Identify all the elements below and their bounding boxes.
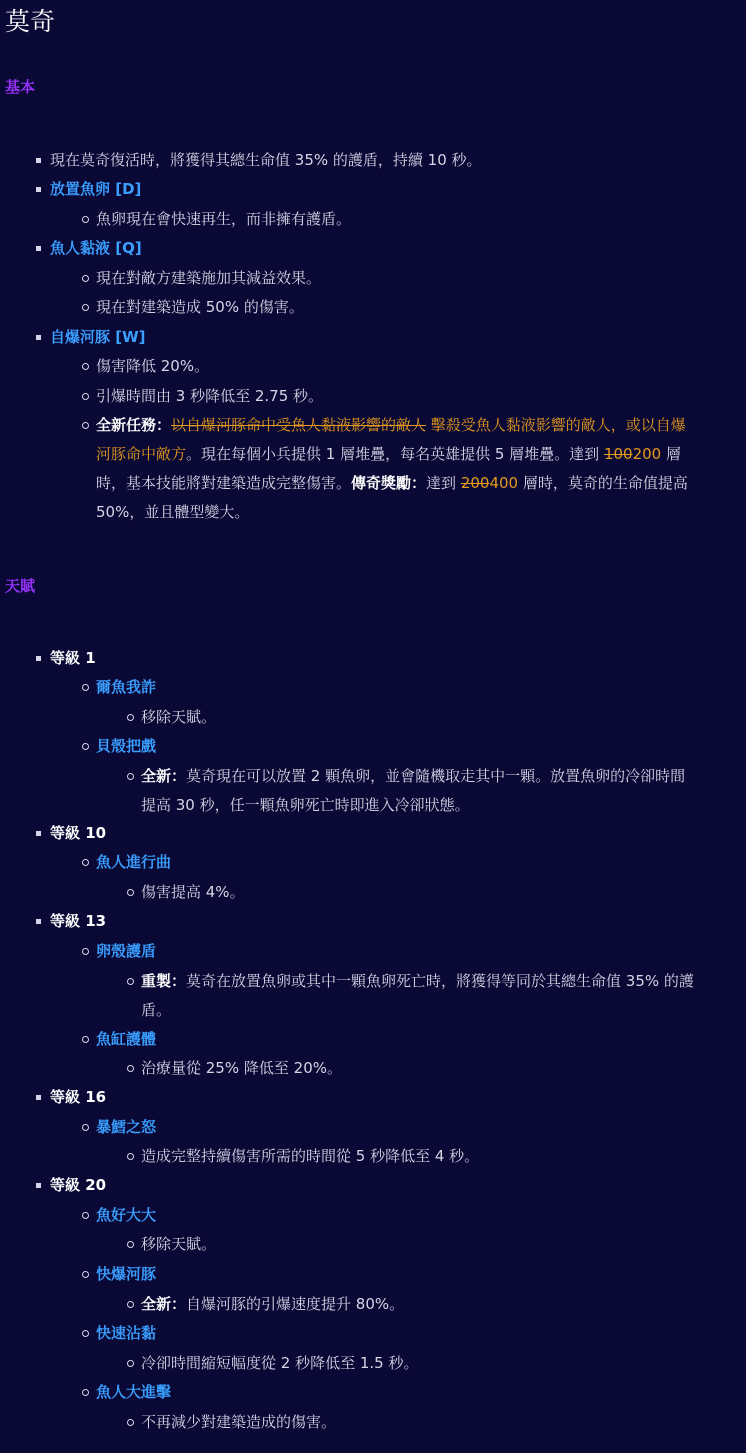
change-text: 盾。 — [141, 1001, 172, 1019]
trait-text: 現在莫奇復活時，將獲得其總生命值 35% 的護盾，持續 10 秒。 — [50, 151, 482, 169]
quest-text: 。現在每個小兵提供 1 層堆疊，每名英雄提供 5 層堆疊。達到 — [186, 445, 604, 463]
talent-name: 貝殼把戲 — [96, 737, 157, 755]
list-item — [141, 762, 685, 791]
list-item — [141, 878, 245, 907]
tier-level-1 — [50, 644, 96, 673]
quest-line-4 — [96, 498, 249, 527]
section-talents-title: 天賦 — [5, 577, 36, 595]
change-text: 現在對建築造成 50% 的傷害。 — [96, 298, 304, 316]
new-text: 擊殺受魚人黏液影響的敵人，或以自爆 — [426, 416, 686, 434]
talent-item — [96, 1378, 171, 1407]
struck-number: 100 — [603, 445, 633, 463]
quest-line-2 — [96, 440, 681, 469]
quest-text: 時，基本技能將對建築造成完整傷害。 — [96, 474, 352, 492]
tier-label: 等級 13 — [50, 912, 107, 930]
tier-level-16 — [50, 1083, 106, 1112]
change-text: 莫奇在放置魚卵或其中一顆魚卵死亡時，將獲得等同於其總生命值 35% 的護 — [186, 972, 694, 990]
talent-item — [96, 1260, 156, 1289]
list-item — [141, 967, 694, 996]
tier-level-13 — [50, 907, 106, 936]
list-item — [96, 205, 351, 234]
quest-text: 層時，莫奇的生命值提高 — [518, 474, 688, 492]
list-item — [141, 1142, 479, 1171]
list-item — [141, 703, 216, 732]
tier-label: 等級 20 — [50, 1176, 107, 1194]
list-item — [96, 382, 323, 411]
change-text: 引爆時間由 3 秒降低至 2.75 秒。 — [96, 387, 324, 405]
reward-label: 傳奇獎勵： — [351, 474, 427, 492]
quest-text: 50%，並且體型變大。 — [96, 503, 250, 521]
change-text: 治療量從 25% 降低至 20%。 — [141, 1059, 342, 1077]
talent-name: 魚好大大 — [96, 1206, 157, 1224]
change-text: 魚卵現在會快速再生，而非擁有護盾。 — [96, 210, 352, 228]
talent-name: 魚缸護體 — [96, 1030, 157, 1048]
ability-name-d: 放置魚卵 [D] — [50, 180, 142, 198]
list-item — [96, 264, 321, 293]
ability-name-q: 魚人黏液 [Q] — [50, 239, 142, 257]
quest-text: 層 — [661, 445, 682, 463]
tier-label: 等級 16 — [50, 1088, 107, 1106]
talent-name: 卵殼護盾 — [96, 942, 157, 960]
change-text: 莫奇現在可以放置 2 顆魚卵，並會隨機取走其中一顆。放置魚卵的冷卻時間 — [186, 767, 686, 785]
list-item — [50, 175, 141, 204]
page-title: 莫奇 — [5, 7, 56, 36]
change-text: 不再減少對建築造成的傷害。 — [141, 1413, 337, 1431]
tier-level-10 — [50, 819, 106, 848]
talent-name: 快爆河豚 — [96, 1265, 157, 1283]
change-text: 自爆河豚的引爆速度提升 80%。 — [186, 1295, 405, 1313]
list-item — [50, 234, 142, 263]
talent-name: 暴鱈之怒 — [96, 1118, 157, 1136]
change-text: 提高 30 秒，任一顆魚卵死亡時即進入冷卻狀態。 — [141, 796, 470, 814]
list-item-continued — [141, 996, 171, 1025]
change-label: 全新： — [141, 767, 187, 785]
list-item — [96, 352, 209, 381]
talent-name: 魚人進行曲 — [96, 853, 172, 871]
section-basic-title: 基本 — [5, 78, 36, 96]
talent-name: 快速沾黏 — [96, 1324, 157, 1342]
change-label: 重製： — [141, 972, 187, 990]
list-item-continued — [141, 791, 470, 820]
new-number: 200 — [632, 445, 662, 463]
change-label: 全新： — [141, 1295, 187, 1313]
change-text: 移除天賦。 — [141, 708, 217, 726]
talent-item — [96, 1201, 156, 1230]
list-item — [141, 1230, 216, 1259]
talent-item — [96, 1319, 156, 1348]
list-item-quest — [96, 411, 686, 440]
tier-label: 等級 1 — [50, 649, 96, 667]
talent-item — [96, 1113, 156, 1142]
list-item — [96, 293, 304, 322]
new-text: 河豚命中敵方 — [96, 445, 187, 463]
talent-name: 魚人大進擊 — [96, 1383, 172, 1401]
list-item — [50, 323, 145, 352]
list-item — [141, 1054, 342, 1083]
struck-number: 200 — [460, 474, 490, 492]
new-number: 400 — [489, 474, 519, 492]
quest-text: 達到 — [426, 474, 461, 492]
talent-name: 爾魚我詐 — [96, 678, 157, 696]
change-text: 傷害降低 20%。 — [96, 357, 210, 375]
talent-item — [96, 848, 171, 877]
change-text: 冷卻時間縮短幅度從 2 秒降低至 1.5 秒。 — [141, 1354, 419, 1372]
quest-line-3 — [96, 469, 688, 498]
list-item — [141, 1408, 336, 1437]
list-item — [141, 1349, 418, 1378]
talent-item — [96, 937, 156, 966]
tier-label: 等級 10 — [50, 824, 107, 842]
list-item — [50, 146, 482, 175]
talent-item — [96, 1025, 156, 1054]
ability-name-w: 自爆河豚 [W] — [50, 328, 146, 346]
change-text: 造成完整持續傷害所需的時間從 5 秒降低至 4 秒。 — [141, 1147, 480, 1165]
tier-level-20 — [50, 1171, 106, 1200]
list-item — [141, 1290, 404, 1319]
talent-item — [96, 673, 156, 702]
change-text: 現在對敵方建築施加其減益效果。 — [96, 269, 322, 287]
change-text: 傷害提高 4%。 — [141, 883, 245, 901]
change-text: 移除天賦。 — [141, 1235, 217, 1253]
talent-item — [96, 732, 156, 761]
quest-label: 全新任務： — [96, 416, 172, 434]
struck-text: 以自爆河豚命中受魚人黏液影響的敵人 — [171, 416, 427, 434]
